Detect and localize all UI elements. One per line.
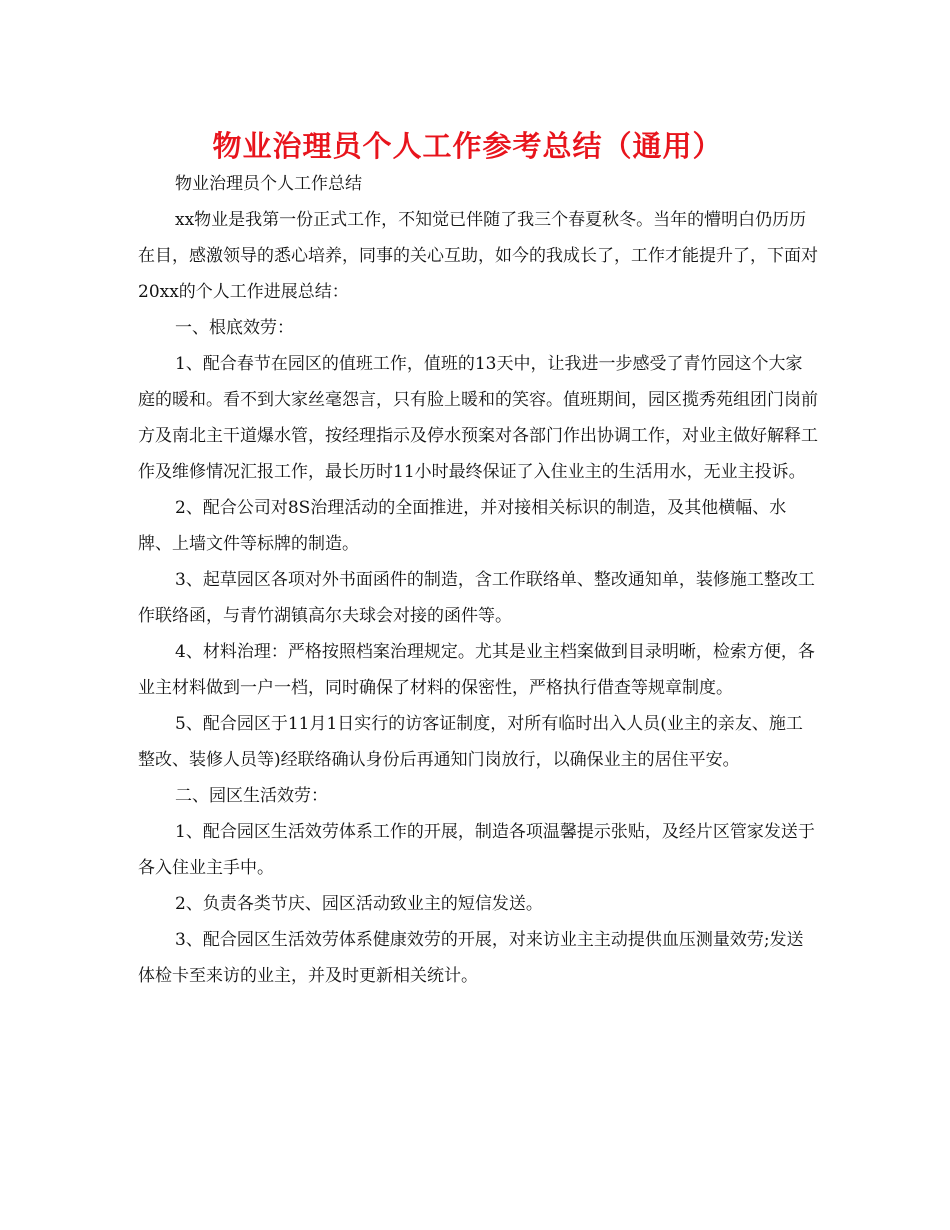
life-service-item-1: 1、配合园区生活效劳体系工作的开展，制造各项温馨提示张贴，及经片区管家发送于各入住业主手中。: [138, 822, 815, 878]
basic-service-item-4: 4、材料治理：严格按照档案治理规定。尤其是业主档案做到目录明晰，检索方便，各业主材料做到一户一档，同时确保了材料的保密性，严格执行借查等规章制度。: [138, 642, 815, 698]
intro-paragraph: xx物业是我第一份正式工作，不知觉已伴随了我三个春夏秋冬。当年的懵明白仍历历在目，感激领导的悉心培养，同事的关心互助，如今的我成长了，工作才能提升了，下面对20xx的个人工作进展总结：: [138, 210, 818, 302]
document-title: 物业治理员个人工作参考总结（通用）: [212, 129, 723, 163]
section-heading-life-service: 二、园区生活效劳：: [175, 786, 328, 806]
basic-service-item-3: 3、起草园区各项对外书面函件的制造，含工作联络单、整改通知单，装修施工整改工作联络函，与青竹湖镇高尔夫球会对接的函件等。: [138, 570, 815, 626]
life-service-item-2: 2、负责各类节庆、园区活动致业主的短信发送。: [175, 894, 543, 914]
section-subtitle: 物业治理员个人工作总结: [175, 174, 362, 194]
document-body: [138, 166, 818, 994]
life-service-item-3: 3、配合园区生活效劳体系健康效劳的开展，对来访业主主动提供血压测量效劳;发送体检卡至来访的业主，并及时更新相关统计。: [138, 930, 804, 986]
basic-service-item-2: 2、配合公司对8S治理活动的全面推进，并对接相关标识的制造，及其他横幅、水牌、上墙文件等标牌的制造。: [138, 498, 787, 554]
section-heading-basic-service: 一、根底效劳：: [175, 318, 294, 338]
basic-service-item-5: 5、配合园区于11月1日实行的访客证制度，对所有临时出入人员(业主的亲友、施工整改、装修人员等)经联络确认身份后再通知门岗放行，以确保业主的居住平安。: [138, 714, 803, 770]
basic-service-item-1: 1、配合春节在园区的值班工作，值班的13天中，让我进一步感受了青竹园这个大家庭的暖和。看不到大家丝毫怨言，只有脸上暖和的笑容。值班期间，园区揽秀苑组团门岗前方及南北主干道爆水管，按经理指示及停水预案对各部门作出协调工作，对业主做好解释工作及维修情况汇报工作，最长历时11小时最终保证了入住业主的生活用水，无业主投诉。: [138, 354, 818, 482]
